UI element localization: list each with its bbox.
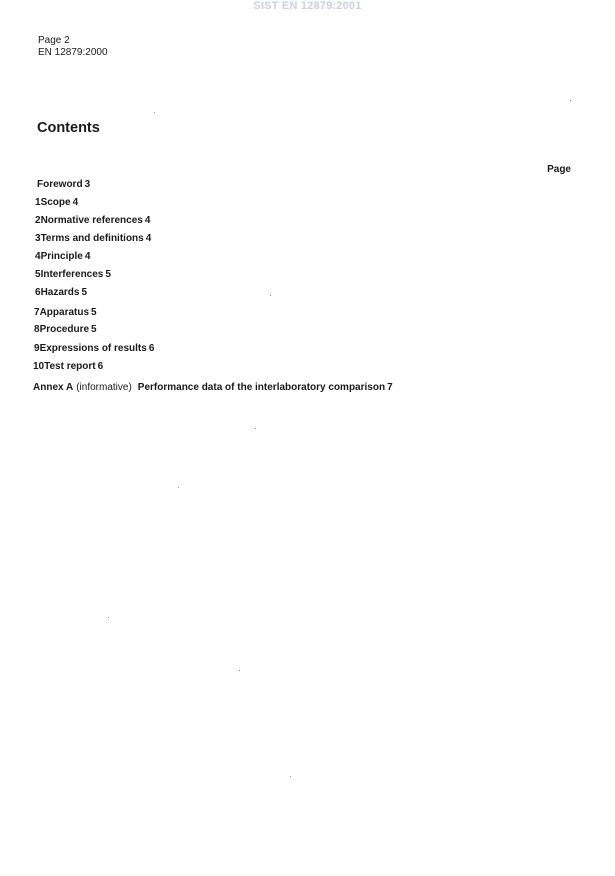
toc-page: 5 xyxy=(105,269,111,280)
toc-label: Test report xyxy=(44,361,96,372)
toc-label: Procedure xyxy=(39,324,90,335)
page-title: Contents xyxy=(37,120,100,136)
toc-page: 4 xyxy=(72,197,79,208)
toc-number: 9 xyxy=(34,343,40,354)
toc-number: 7 xyxy=(34,307,40,318)
toc-label: Terms and definitions xyxy=(40,233,144,244)
standard-id: EN 12879:2000 xyxy=(38,47,108,58)
toc-number: 1 xyxy=(35,197,41,208)
toc-page: 4 xyxy=(144,215,151,226)
toc-page: 4 xyxy=(84,251,91,262)
watermark: SIST EN 12879:2001 xyxy=(253,0,362,12)
toc-page: 4 xyxy=(145,233,152,244)
toc-number: 10 xyxy=(33,361,45,372)
annex-prefix: Annex A xyxy=(33,382,74,393)
toc-label: Normative references xyxy=(40,215,143,226)
scan-speck xyxy=(154,112,155,113)
toc-label: Interferences xyxy=(40,269,104,280)
toc-number: 2 xyxy=(35,215,41,226)
page-header xyxy=(38,35,108,59)
annex-type: (informative) xyxy=(76,382,132,393)
scan-speck xyxy=(255,428,256,429)
toc-label: Hazards xyxy=(40,287,80,298)
toc-page: 6 xyxy=(148,343,155,354)
scan-speck xyxy=(290,776,291,777)
page-column-label: Page xyxy=(547,164,571,175)
scan-speck xyxy=(570,100,571,101)
toc-number: 4 xyxy=(35,251,41,262)
toc-label: Performance data of the interlaboratory comparison xyxy=(137,382,386,393)
toc-page: 6 xyxy=(97,361,104,372)
scan-speck xyxy=(108,617,109,618)
scan-speck xyxy=(239,670,240,671)
toc-label: Expressions of results xyxy=(39,343,147,354)
toc-label: Scope xyxy=(40,197,71,208)
toc-label: Principle xyxy=(40,251,83,262)
toc-page: 5 xyxy=(81,287,88,298)
page-number: Page 2 xyxy=(38,35,70,46)
toc-number: 8 xyxy=(34,324,40,335)
toc-page: 3 xyxy=(84,179,91,190)
toc-label: Apparatus xyxy=(39,307,90,318)
toc-page: 5 xyxy=(91,324,97,335)
toc-number: 3 xyxy=(35,233,41,244)
scan-speck xyxy=(270,295,271,296)
toc-page: 7 xyxy=(387,382,393,393)
toc-number: 6 xyxy=(35,287,41,298)
toc-number: 5 xyxy=(35,269,41,280)
toc-page: 5 xyxy=(91,307,97,318)
toc-label: Foreword xyxy=(37,179,83,190)
scan-speck xyxy=(178,487,179,488)
